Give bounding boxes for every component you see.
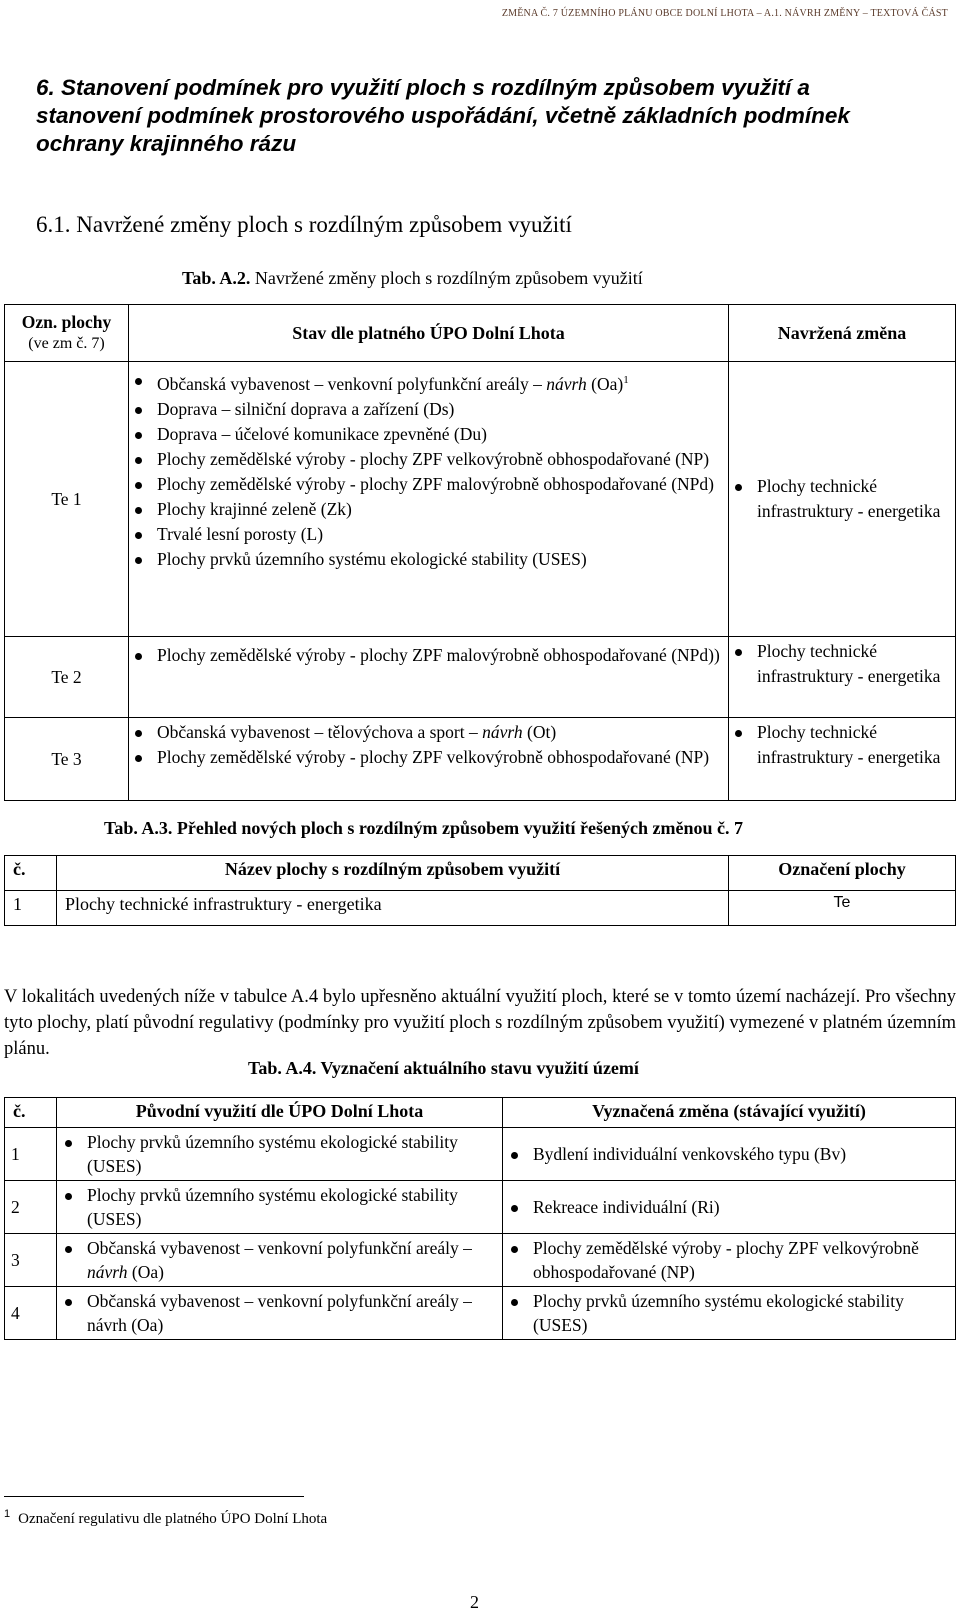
table-row [5, 637, 956, 718]
row-c: 4 [5, 1287, 57, 1340]
row-code: Te 3 [5, 718, 129, 801]
bullet-icon [65, 1193, 72, 1200]
row-zmena [503, 1287, 956, 1340]
tab4-caption: Tab. A.4. Vyznačení aktuálního stavu využití území [248, 1058, 639, 1078]
row-nazev: Plochy technické infrastruktury - energetika [57, 891, 729, 926]
list-item: Plochy technické infrastruktury - energetika [757, 474, 951, 524]
subsection-title: 6.1. Navržené změny ploch s rozdílným způsobem využití [36, 212, 572, 237]
bullet-icon [135, 432, 142, 439]
bullet-icon [135, 557, 142, 564]
row-puvodni [57, 1181, 503, 1234]
page-header: ZMĚNA Č. 7 ÚZEMNÍHO PLÁNU OBCE DOLNÍ LHOTA – A.1. NÁVRH ZMĚNY – TEXTOVÁ ČÁST [501, 8, 948, 19]
bullet-icon [135, 482, 142, 489]
row-puvodni [57, 1287, 503, 1340]
list-item: Občanská vybavenost – venkovní polyfunkční areály – návrh (Oa)$^1$ [157, 368, 724, 397]
table-row [5, 1128, 956, 1181]
col-nazev-header: Název plochy s rozdílným způsobem využití [57, 856, 729, 891]
bullet-icon [65, 1246, 72, 1253]
bullet-icon [511, 1299, 518, 1306]
list-item: Občanská vybavenost – tělovýchova a sport – návrh (Ot) [157, 720, 724, 745]
table-a2 [4, 304, 956, 801]
table-a3 [4, 855, 956, 926]
col-zmena-header: Vyznačená změna (stávající využití) [503, 1098, 956, 1128]
table-a4 [4, 1097, 956, 1340]
row-puvodni [57, 1128, 503, 1181]
row-c: 1 [5, 1128, 57, 1181]
bullet-icon [135, 653, 142, 660]
list-item: Doprava – účelové komunikace zpevněné (Du) [157, 422, 724, 447]
bullet-icon [135, 378, 142, 385]
footnote [4, 1508, 327, 1528]
col-stav-header: Stav dle platného ÚPO Dolní Lhota [129, 305, 729, 362]
row-c: 2 [5, 1181, 57, 1234]
list-item: Plochy prvků územního systému ekologické stability (USES) [87, 1183, 496, 1231]
list-item: Rekreace individuální (Ri) [533, 1195, 949, 1219]
row-zmena [729, 718, 956, 801]
footnote-text: Označení regulativu dle platného ÚPO Dolní Lhota [18, 1511, 328, 1527]
bullet-icon [135, 407, 142, 414]
row-oznaceni: Te [729, 891, 956, 926]
col-puvodni-header: Původní využití dle ÚPO Dolní Lhota [57, 1098, 503, 1128]
bullet-icon [65, 1140, 72, 1147]
row-zmena [729, 637, 956, 718]
section-title: 6. Stanovení podmínek pro využití ploch s rozdílným způsobem využití a stanovení podmínek prostorového uspořádání, včetně základních podmínek ochrany krajinného rázu [36, 75, 850, 156]
list-item: Bydlení individuální venkovského typu (Bv) [533, 1142, 949, 1166]
row-stav [129, 362, 729, 637]
bullet-icon [135, 532, 142, 539]
bullet-icon [135, 457, 142, 464]
bullet-icon [65, 1299, 72, 1306]
list-item: Občanská vybavenost – venkovní polyfunkční areály – návrh (Oa) [87, 1236, 496, 1284]
list-item: Plochy zemědělské výroby - plochy ZPF velkovýrobně obhospodařované (NP) [533, 1236, 949, 1284]
list-item: Plochy technické infrastruktury - energetika [757, 639, 951, 689]
list-item: Doprava – silniční doprava a zařízení (Ds) [157, 397, 724, 422]
col-ozn-header: Ozn. plochy (ve zm č. 7) [5, 305, 129, 362]
list-item: Občanská vybavenost – venkovní polyfunkční areály – návrh (Oa) [87, 1289, 496, 1337]
tab2-caption: Tab. A.2. Navržené změny ploch s rozdílným způsobem využití [182, 268, 643, 288]
bullet-icon [511, 1246, 518, 1253]
footnote-divider [4, 1496, 304, 1497]
list-item: Plochy prvků územního systému ekologické stability (USES) [87, 1130, 496, 1178]
list-item: Plochy prvků územního systému ekologické stability (USES) [533, 1289, 949, 1337]
row-zmena [503, 1181, 956, 1234]
bullet-icon [511, 1205, 518, 1212]
table-row [5, 1234, 956, 1287]
list-item: Plochy technické infrastruktury - energetika [757, 720, 951, 770]
row-puvodni [57, 1234, 503, 1287]
table-row [5, 1181, 956, 1234]
bullet-icon [735, 484, 742, 491]
row-code: Te 1 [5, 362, 129, 637]
list-item: Plochy krajinné zeleně (Zk) [157, 497, 724, 522]
row-stav [129, 718, 729, 801]
row-zmena [503, 1128, 956, 1181]
row-code: Te 2 [5, 637, 129, 718]
bullet-icon [735, 649, 742, 656]
table-row [5, 1287, 956, 1340]
bullet-icon [511, 1152, 518, 1159]
col-zmena-header: Navržená změna [729, 305, 956, 362]
col-oznaceni-header: Označení plochy [729, 856, 956, 891]
list-item: Plochy zemědělské výroby - plochy ZPF malovýrobně obhospodařované (NPd) [157, 472, 724, 497]
list-item: Plochy zemědělské výroby - plochy ZPF malovýrobně obhospodařované (NPd)) [157, 643, 724, 668]
footnote-number: 1 [4, 1508, 11, 1520]
page-number: 2 [470, 1592, 479, 1612]
list-item: Plochy prvků územního systému ekologické stability (USES) [157, 547, 724, 572]
bullet-icon [135, 755, 142, 762]
tab3-caption: Tab. A.3. Přehled nových ploch s rozdílným způsobem využití řešených změnou č. 7 [104, 818, 744, 838]
table-row [5, 891, 956, 926]
table-row [5, 718, 956, 801]
table-row [5, 362, 956, 637]
list-item: Trvalé lesní porosty (L) [157, 522, 724, 547]
row-zmena [503, 1234, 956, 1287]
paragraph: V lokalitách uvedených níže v tabulce A.4 bylo upřesněno aktuální využití ploch, které se v tomto území nacházejí. Pro všechny tyto plochy, platí původní regulativy (podmínky pro využití ploch s rozdílným způsobem využití) vymezené v platném územním plánu. [4, 987, 956, 1059]
row-c: 1 [5, 891, 57, 926]
row-c: 3 [5, 1234, 57, 1287]
list-item: Plochy zemědělské výroby - plochy ZPF velkovýrobně obhospodařované (NP) [157, 447, 724, 472]
bullet-icon [735, 730, 742, 737]
bullet-icon [135, 507, 142, 514]
col-c-header: č. [5, 1098, 57, 1128]
row-zmena [729, 362, 956, 637]
col-c-header: č. [5, 856, 57, 891]
bullet-icon [135, 730, 142, 737]
list-item: Plochy zemědělské výroby - plochy ZPF velkovýrobně obhospodařované (NP) [157, 745, 724, 770]
row-stav [129, 637, 729, 718]
